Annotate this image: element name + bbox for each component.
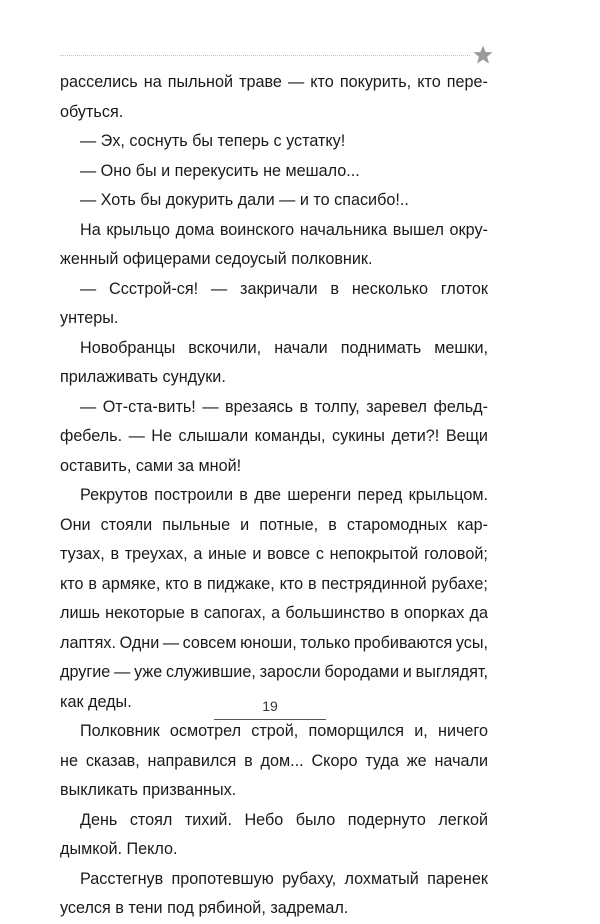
header-dotted-rule	[60, 55, 470, 56]
text-line: — Оно бы и перекусить не мешало...	[80, 161, 360, 180]
text-line: как деды.	[60, 692, 132, 711]
text-line: Рекрутов построили в две шеренги перед крыльцом.	[80, 486, 488, 504]
text-line: другие — уже служившие, заросли бородами и выглядят,	[60, 663, 488, 681]
text-line: лишь некоторые в сапогах, а большинство в опорках да	[60, 604, 488, 622]
text-line: — Ссстрой-ся! — закричали в несколько глоток	[80, 279, 488, 298]
paragraph	[60, 717, 488, 806]
body-text	[60, 68, 488, 924]
text-line: обуться.	[60, 102, 124, 121]
text-line: женный офицерами седоусый полковник.	[60, 250, 373, 268]
paragraph	[60, 393, 488, 482]
page-number: 19	[262, 698, 278, 714]
text-line: расселись на пыльной траве — кто покурить, кто пере-	[60, 73, 488, 91]
paragraph	[60, 865, 488, 924]
text-line: фебель. — Не слышали команды, сукины дети?! Вещи	[60, 427, 488, 445]
paragraph	[60, 127, 488, 157]
text-line: — От-ста-вить! — врезаясь в толпу, заревел фельд-	[80, 397, 488, 416]
paragraph	[60, 334, 488, 393]
footer-rule	[214, 719, 326, 720]
text-line: тузах, в треухах, а иные и вовсе с непокрытой головой;	[60, 545, 488, 563]
text-line: Полковник осмотрел строй, поморщился и, ничего	[80, 722, 488, 740]
text-line: лаптях. Одни — совсем юноши, только пробиваются усы,	[60, 633, 488, 652]
text-line: Расстегнув пропотевшую рубаху, лохматый паренек	[80, 869, 488, 888]
text-line: оставить, сами за мной!	[60, 456, 242, 475]
text-line: унтеры.	[60, 309, 119, 327]
text-line: кто в армяке, кто в пиджаке, кто в пестрядинной рубахе;	[60, 574, 488, 593]
paragraph	[60, 186, 488, 216]
text-line: прилаживать сундуки.	[60, 368, 226, 386]
text-line: На крыльцо дома воинского начальника вышел окру-	[80, 220, 488, 239]
paragraph	[60, 275, 488, 334]
text-line: уселся в тени под рябиной, задремал.	[60, 899, 349, 917]
text-line: Они стояли пыльные и потные, в старомодных кар-	[60, 515, 488, 534]
text-line: дымкой. Пекло.	[60, 840, 178, 858]
text-line: Новобранцы вскочили, начали поднимать мешки,	[80, 338, 488, 357]
text-line: — Эх, соснуть бы теперь с устатку!	[80, 132, 346, 150]
text-line: выкликать призванных.	[60, 781, 237, 799]
paragraph	[60, 481, 488, 717]
paragraph	[60, 68, 488, 127]
paragraph	[60, 216, 488, 275]
paragraph	[60, 806, 488, 865]
text-line: День стоял тихий. Небо было подернуто легкой	[80, 810, 488, 829]
text-line: не сказав, направился в дом... Скоро туда же начали	[60, 751, 488, 770]
star-icon	[472, 44, 494, 66]
paragraph	[60, 157, 488, 187]
text-line: — Хоть бы докурить дали — и то спасибо!..	[80, 191, 409, 209]
